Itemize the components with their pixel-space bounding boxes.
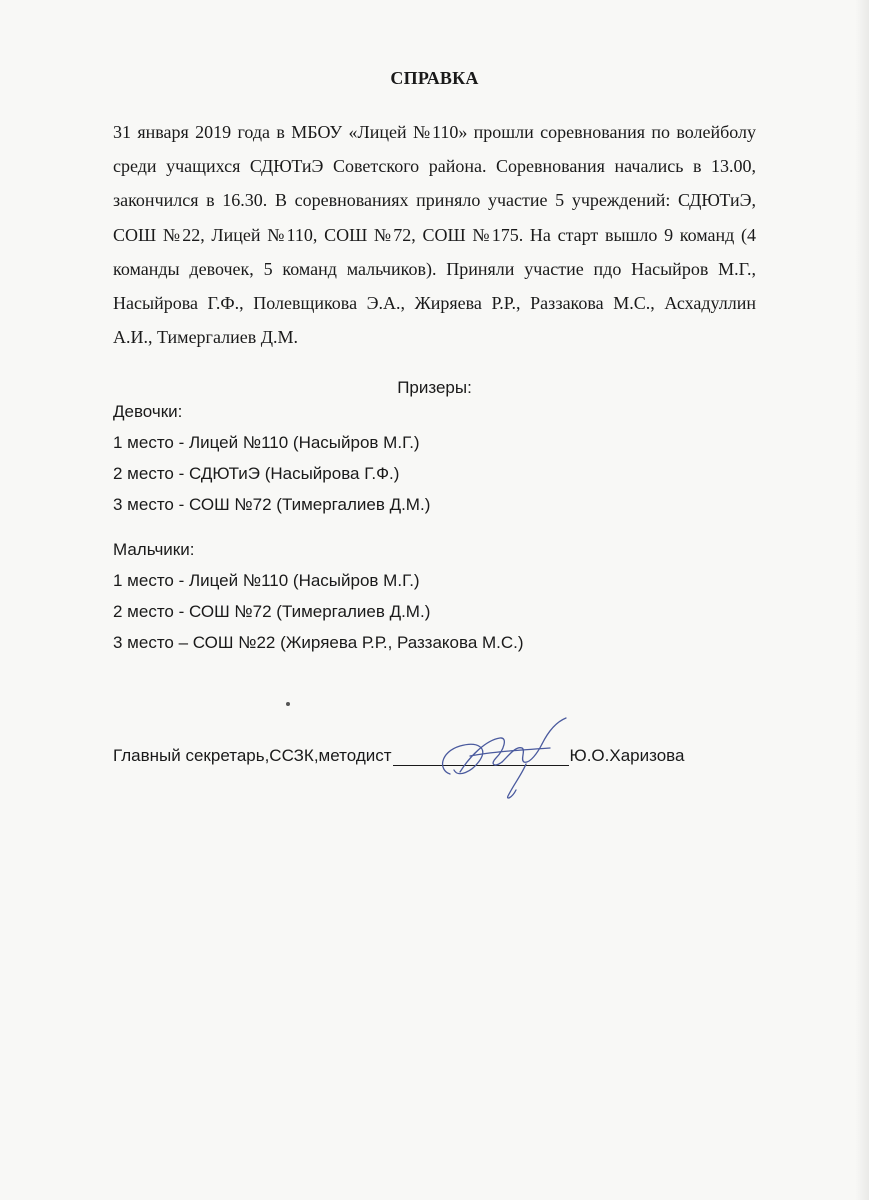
handwritten-signature bbox=[430, 712, 580, 802]
list-item: 3 место – СОШ №22 (Жиряева Р.Р., Раззакова М.С.) bbox=[113, 633, 524, 652]
list-item: 1 место - Лицей №110 (Насыйров М.Г.) bbox=[113, 433, 420, 452]
scan-shadow bbox=[855, 0, 869, 1200]
list-item: 2 место - СОШ №72 (Тимергалиев Д.М.) bbox=[113, 602, 431, 621]
ink-dot bbox=[286, 702, 290, 706]
body-paragraph bbox=[113, 115, 756, 354]
list-item: 3 место - СОШ №72 (Тимергалиев Д.М.) bbox=[113, 495, 431, 514]
boys-heading: Мальчики: bbox=[113, 540, 195, 559]
prizes-heading: Призеры: bbox=[397, 378, 472, 397]
document-title: СПРАВКА bbox=[390, 68, 479, 88]
girls-section bbox=[113, 396, 430, 520]
boys-section bbox=[113, 534, 524, 658]
list-item: 2 место - СДЮТиЭ (Насыйрова Г.Ф.) bbox=[113, 464, 400, 483]
signer-name: Ю.О.Харизова bbox=[569, 746, 685, 765]
signature-block bbox=[113, 745, 684, 766]
girls-heading: Девочки: bbox=[113, 402, 183, 421]
paragraph-text: 31 января 2019 года в МБОУ «Лицей №110» прошли соревнования по волейболу среди учащихся СДЮТиЭ Советского района. Соревнования начались в 13.00, закончился в 16.30. В соревнованиях приняло участие 5 учреждений: СДЮТиЭ, СОШ №22, Лицей №110, СОШ №72, СОШ №175. На старт вышло 9 команд (4 команды девочек, 5 команд мальчиков). Приняли участие пдо Насыйров М.Г., Насыйрова Г.Ф., Полевщикова Э.А., Жиряева Р.Р., Раззакова М.С., Асхадуллин А.И., Тимергалиев Д.М. bbox=[113, 122, 756, 348]
list-item: 1 место - Лицей №110 (Насыйров М.Г.) bbox=[113, 571, 420, 590]
signer-position: Главный секретарь,ССЗК,методист bbox=[113, 746, 392, 765]
